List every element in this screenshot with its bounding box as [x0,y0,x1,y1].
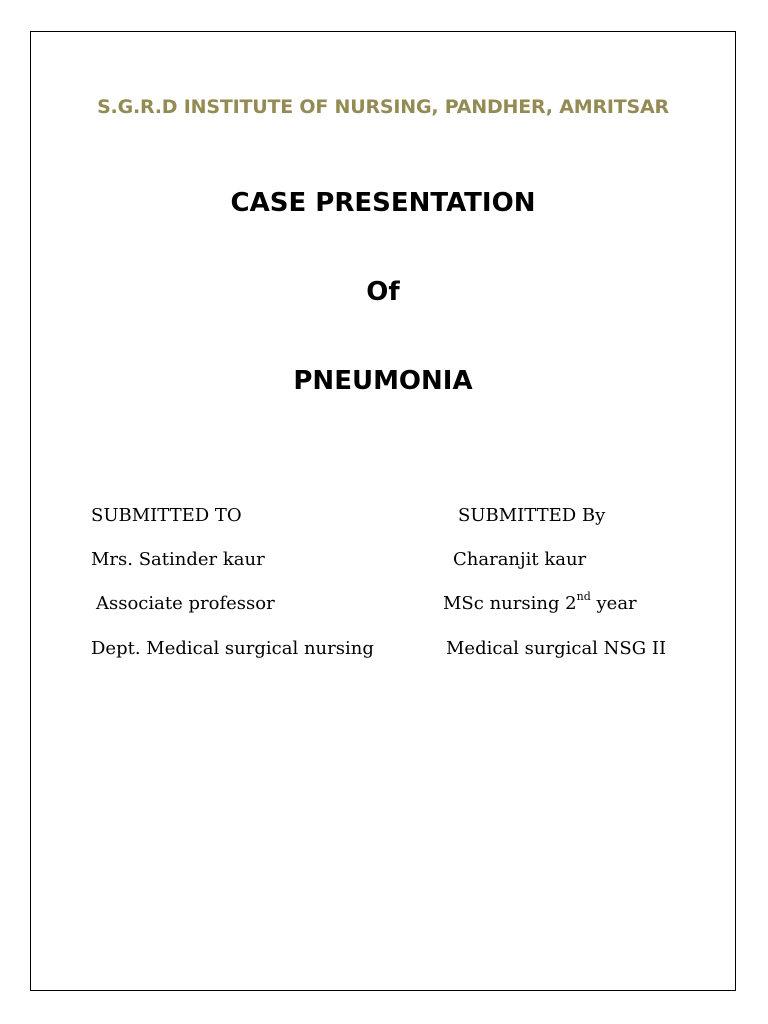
course-superscript: nd [576,590,591,603]
title-case-presentation: CASE PRESENTATION [230,188,536,218]
submitted-by-department: Medical surgical NSG II [446,638,667,659]
title-of: Of [366,277,400,307]
submitted-by-heading: SUBMITTED By [458,505,606,526]
title-pneumonia: PNEUMONIA [293,366,473,396]
institute-name: S.G.R.D INSTITUTE OF NURSING, PANDHER, AMRITSAR [97,96,669,118]
submitted-to-department: Dept. Medical surgical nursing [91,638,374,659]
submitted-by-course [443,592,637,616]
submitted-by-name: Charanjit kaur [453,549,587,570]
course-suffix: year [590,593,637,614]
course-prefix: MSc nursing 2 [443,593,577,614]
submitted-to-name: Mrs. Satinder kaur [91,549,265,570]
document-page [30,31,736,991]
submitted-to-heading: SUBMITTED TO [91,505,242,526]
submitted-to-designation: Associate professor [96,593,275,614]
